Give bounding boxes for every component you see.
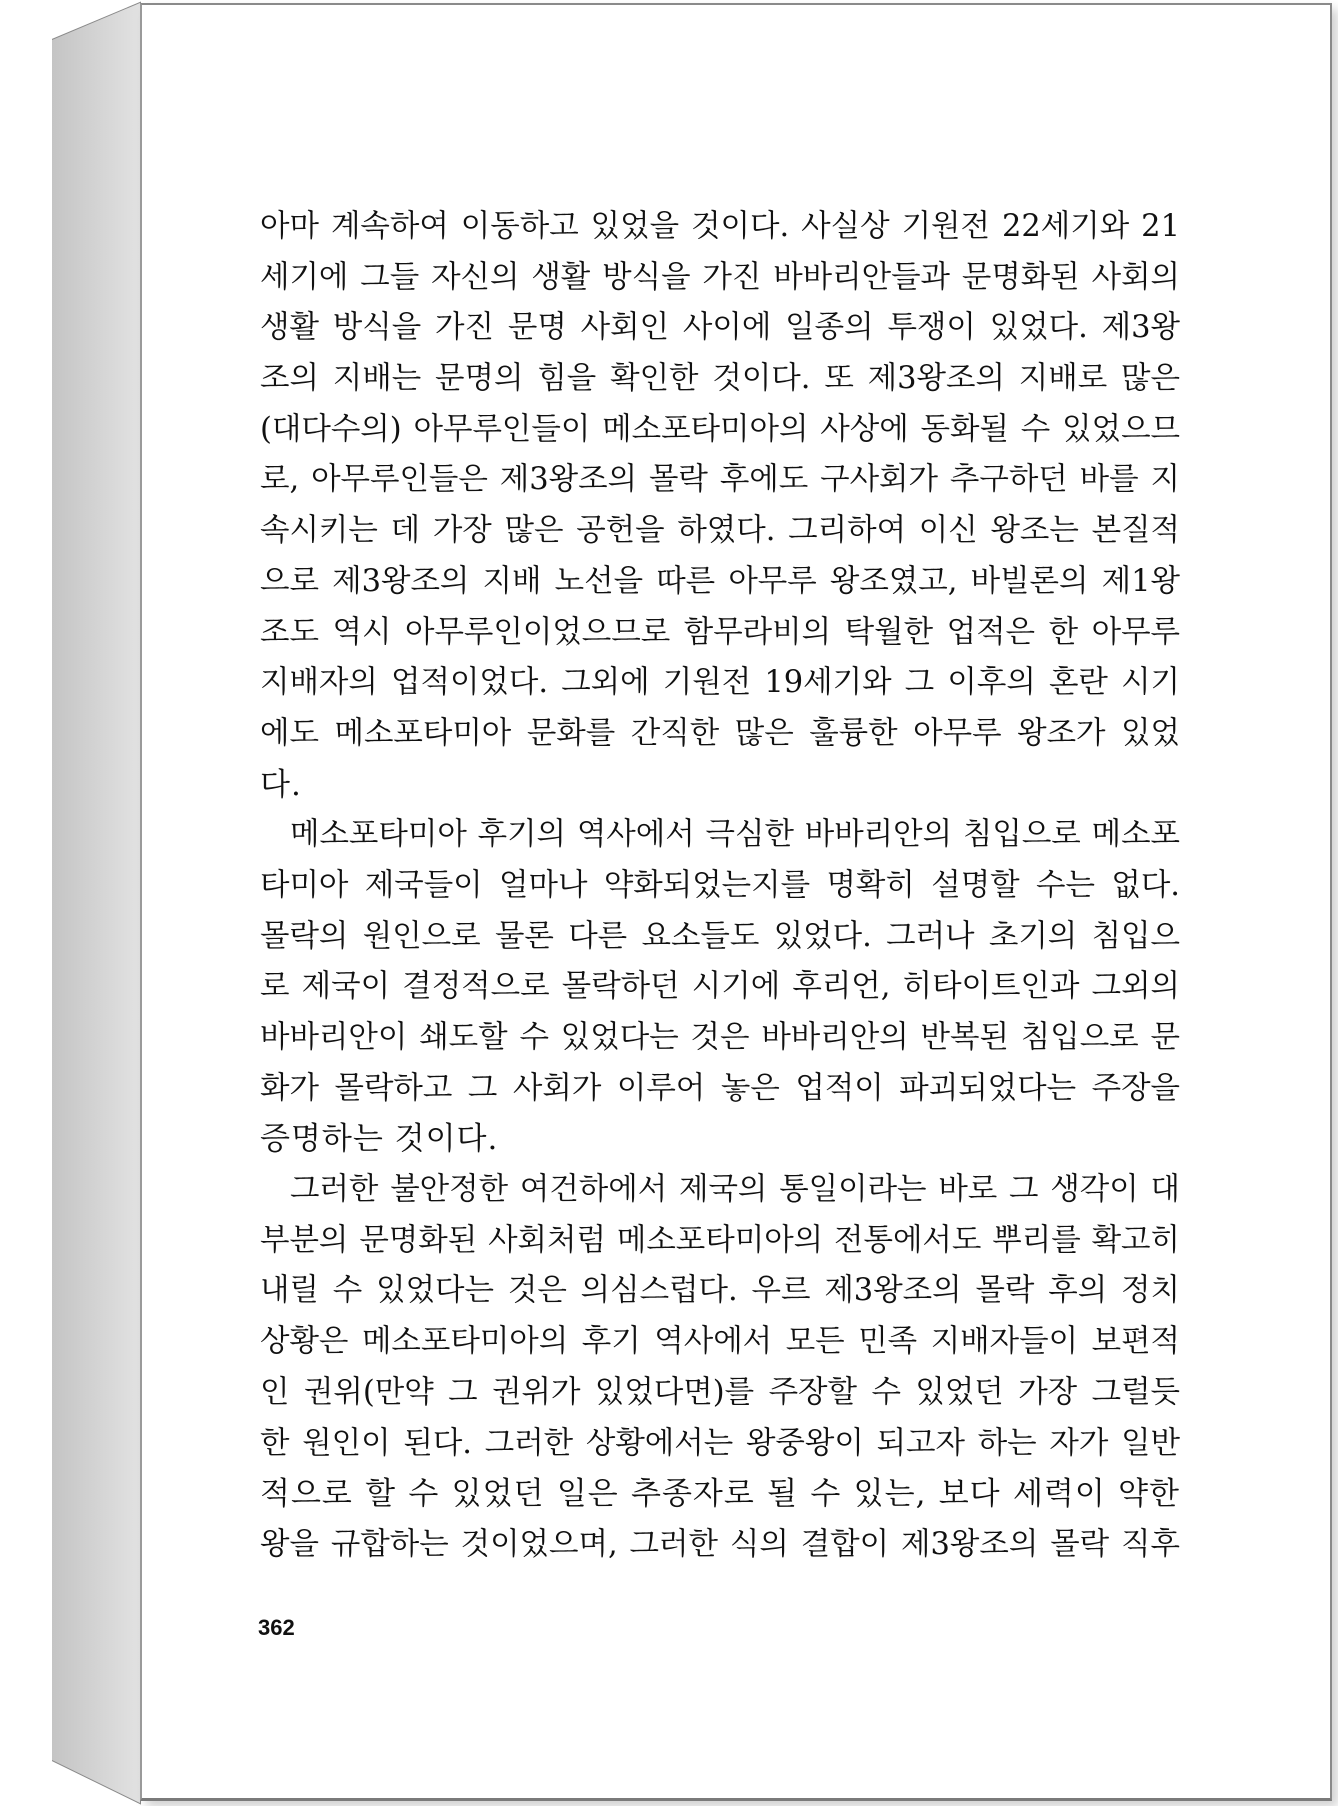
text-line: 증명하는 것이다. — [260, 1121, 499, 1158]
text-line: 내릴 수 있었다는 것은 의심스럽다. 우르 제3왕조의 몰락 후의 정치 — [260, 1273, 1180, 1309]
text-line: 상황은 메소포타미아의 후기 역사에서 모든 민족 지배자들이 보편적 — [260, 1324, 1180, 1360]
text-line: 인 권위(만약 그 권위가 있었다면)를 주장할 수 있었던 가장 그럴듯 — [260, 1374, 1180, 1410]
text-line: 생활 방식을 가진 문명 사회인 사이에 일종의 투쟁이 있었다. 제3왕 — [260, 310, 1180, 346]
text-line: 속시키는 데 가장 많은 공헌을 하였다. 그리하여 이신 왕조는 본질적 — [260, 513, 1180, 549]
text-line: 한 원인이 된다. 그러한 상황에서는 왕중왕이 되고자 하는 자가 일반 — [260, 1425, 1180, 1461]
book-spine — [52, 0, 142, 1806]
text-line: 왕을 규합하는 것이었으며, 그러한 식의 결합이 제3왕조의 몰락 직후 — [260, 1526, 1180, 1562]
book-spine-graphic — [52, 0, 142, 1806]
text-line: 으로 제3왕조의 지배 노선을 따른 아무루 왕조였고, 바빌론의 제1왕 — [260, 563, 1180, 599]
text-line: 부분의 문명화된 사회처럼 메소포타미아의 전통에서도 뿌리를 확고히 — [260, 1222, 1180, 1258]
text-line: 세기에 그들 자신의 생활 방식을 가진 바바리안들과 문명화된 사회의 — [260, 259, 1180, 295]
book-page — [140, 3, 1332, 1801]
page-number: 362 — [258, 1615, 295, 1640]
text-line: (대다수의) 아무루인들이 메소포타미아의 사상에 동화될 수 있었으므 — [260, 411, 1180, 447]
text-line: 아마 계속하여 이동하고 있었을 것이다. 사실상 기원전 22세기와 21 — [260, 209, 1180, 244]
text-line: 타미아 제국들이 얼마나 약화되었는지를 명확히 설명할 수는 없다. — [260, 867, 1180, 903]
text-line: 다. — [260, 766, 302, 803]
text-line: 바바리안이 쇄도할 수 있었다는 것은 바바리안의 반복된 침입으로 문 — [260, 1020, 1180, 1055]
text-line: 그러한 불안정한 여건하에서 제국의 통일이라는 바로 그 생각이 대 — [290, 1172, 1180, 1208]
body-text — [260, 202, 1180, 1571]
text-line: 로 제국이 결정적으로 몰락하던 시기에 후리언, 히타이트인과 그외의 — [260, 969, 1180, 1005]
text-line: 조의 지배는 문명의 힘을 확인한 것이다. 또 제3왕조의 지배로 많은 — [260, 361, 1180, 397]
text-line: 적으로 할 수 있었던 일은 추종자로 될 수 있는, 보다 세력이 약한 — [260, 1476, 1180, 1513]
text-line: 몰락의 원인으로 물론 다른 요소들도 있었다. 그러나 초기의 침입으 — [260, 918, 1180, 954]
text-line: 로, 아무루인들은 제3왕조의 몰락 후에도 구사회가 추구하던 바를 지 — [260, 462, 1180, 498]
text-line: 에도 메소포타미아 문화를 간직한 많은 훌륭한 아무루 왕조가 있었 — [260, 715, 1180, 751]
text-line: 화가 몰락하고 그 사회가 이루어 놓은 업적이 파괴되었다는 주장을 — [260, 1070, 1180, 1106]
text-line: 지배자의 업적이었다. 그외에 기원전 19세기와 그 이후의 혼란 시기 — [260, 665, 1180, 701]
text-line: 조도 역시 아무루인이었으므로 함무라비의 탁월한 업적은 한 아무루 — [260, 614, 1180, 650]
text-line: 메소포타미아 후기의 역사에서 극심한 바바리안의 침입으로 메소포 — [290, 817, 1180, 853]
